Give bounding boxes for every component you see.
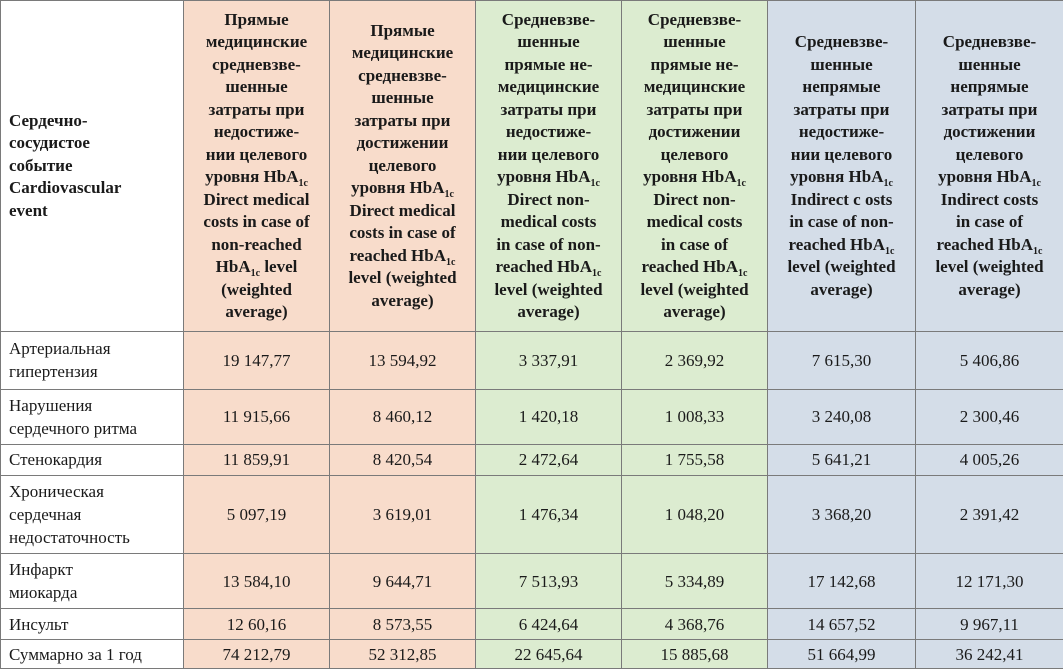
header-hba-subscript: 1c — [446, 256, 456, 268]
row-label-line: Инсульт — [9, 614, 69, 634]
header-hba-subscript: 1c — [590, 178, 600, 189]
header-line: Средневзве- — [794, 32, 889, 51]
header-hba-line — [626, 256, 763, 279]
header-line: Direct medical — [349, 200, 456, 220]
header-line: недостиже- — [213, 122, 300, 141]
row-label — [1, 475, 184, 553]
table-row — [1, 332, 1063, 390]
table-cell: 74 212,79 — [184, 640, 330, 669]
row-label — [1, 640, 184, 669]
header-hba-text: reached HbA — [641, 257, 739, 276]
header-line: шенные — [810, 54, 873, 74]
table-cell: 8 573,55 — [330, 609, 476, 640]
row-label — [1, 553, 184, 608]
table-cell: 1 048,20 — [622, 475, 768, 553]
table-cell: 36 242,41 — [916, 640, 1063, 669]
header-line: недостиже- — [798, 122, 885, 141]
header-line: average) — [663, 302, 726, 321]
header-line: Прямые — [370, 20, 435, 40]
table-cell: 5 641,21 — [768, 445, 916, 476]
header-hba-subscript: 1c — [1033, 245, 1043, 257]
column-header-direct-nonreached — [184, 1, 330, 332]
header-row — [1, 1, 1063, 332]
header-hba-line — [480, 256, 617, 279]
table-cell: 15 885,68 — [622, 640, 768, 669]
table-cell: 1 476,34 — [476, 475, 622, 553]
table-cell: 9 967,11 — [916, 609, 1063, 640]
row-label-line: миокарда — [9, 583, 78, 603]
row-label-line: недостаточность — [9, 527, 130, 547]
table-cell: 4 005,26 — [916, 445, 1063, 476]
header-line: average) — [371, 290, 434, 310]
table-cell: 11 859,91 — [184, 445, 330, 476]
header-hba-text: HbA — [215, 257, 251, 276]
row-label — [1, 389, 184, 444]
header-line: Средневзве- — [647, 9, 742, 29]
table-cell: 19 147,77 — [184, 332, 330, 390]
header-line: затраты при — [646, 99, 743, 119]
header-line: Сердечно- — [9, 110, 88, 130]
row-label — [1, 609, 184, 640]
header-hba-text: reached HbA — [788, 234, 886, 254]
header-hba-text: уровня HbA — [497, 167, 591, 186]
header-hba-text: уровня HbA — [790, 167, 884, 186]
header-hba-subscript: 1c — [444, 189, 454, 201]
table-cell: 17 142,68 — [768, 553, 916, 608]
header-hba-subscript: 1c — [592, 268, 602, 279]
table-row — [1, 609, 1063, 640]
row-label-line: Нарушения — [9, 395, 93, 415]
row-label-line: Стенокардия — [9, 450, 103, 470]
header-line: event — [9, 200, 48, 220]
table-cell: 11 915,66 — [184, 389, 330, 444]
header-line: level (weighted — [494, 279, 603, 299]
header-hba-text: уровня HbA — [205, 167, 299, 186]
header-line: in case of non- — [496, 234, 601, 254]
header-hba-subscript: 1c — [250, 268, 261, 279]
header-line: шенные — [663, 32, 726, 51]
header-line: Direct non- — [653, 189, 736, 209]
table-cell: 14 657,52 — [768, 609, 916, 640]
table-cell: 1 008,33 — [622, 389, 768, 444]
header-line: average) — [225, 302, 288, 321]
table-cell: 9 644,71 — [330, 553, 476, 608]
header-line: целевого — [660, 144, 729, 164]
header-hba-line — [920, 234, 1059, 257]
table-cell: 13 594,92 — [330, 332, 476, 390]
row-label-line: Хроническая — [9, 481, 104, 501]
row-label — [1, 332, 184, 390]
header-line: шенные — [517, 32, 580, 51]
header-line: costs in case of — [203, 212, 310, 231]
header-hba-line — [920, 166, 1059, 189]
table-cell: 7 513,93 — [476, 553, 622, 608]
header-line: non-reached — [211, 234, 302, 254]
header-line: in case of — [955, 212, 1024, 231]
header-hba-subscript: 1c — [885, 245, 895, 257]
header-hba-subscript: 1c — [738, 268, 748, 279]
header-line: медицинские — [497, 77, 600, 96]
column-header-nonmedical-reached — [622, 1, 768, 332]
header-hba-line — [480, 166, 617, 189]
table-cell: 13 584,10 — [184, 553, 330, 608]
header-line: Direct medical — [203, 189, 310, 209]
header-line: прямые не- — [650, 54, 739, 74]
table-cell: 3 240,08 — [768, 389, 916, 444]
header-hba-subscript: 1c — [298, 178, 308, 189]
header-line: Direct non- — [507, 189, 590, 209]
header-line: шенные — [371, 88, 434, 108]
table-cell: 22 645,64 — [476, 640, 622, 669]
table-cell: 2 391,42 — [916, 475, 1063, 553]
header-hba-line — [334, 177, 471, 200]
header-line: Cardiovascular — [9, 178, 122, 198]
header-line: затраты при — [500, 99, 597, 119]
header-line: нии целевого — [205, 144, 308, 164]
table-cell: 3 337,91 — [476, 332, 622, 390]
table-cell: 8 460,12 — [330, 389, 476, 444]
header-hba-text: уровня HbA — [643, 167, 737, 186]
header-line: Средневзве- — [501, 9, 596, 29]
table-cell: 12 171,30 — [916, 553, 1063, 608]
column-header-indirect-reached — [916, 1, 1063, 332]
table-row — [1, 640, 1063, 669]
header-line: level (weighted — [640, 279, 749, 299]
header-line: медицинские — [205, 32, 308, 51]
header-hba-text: reached HbA — [349, 245, 447, 265]
header-line: шенные — [958, 54, 1021, 74]
header-hba-subscript: 1c — [883, 178, 893, 189]
header-line: достижении — [943, 122, 1036, 141]
header-line: затраты при — [793, 99, 890, 119]
header-line: целевого — [368, 155, 437, 175]
row-label-line: гипертензия — [9, 362, 98, 382]
header-line: средневзве- — [212, 54, 301, 74]
header-line: медицинские — [643, 77, 746, 96]
table-cell: 2 369,92 — [622, 332, 768, 390]
header-line: Indirect costs — [940, 189, 1039, 209]
table-row — [1, 445, 1063, 476]
header-line: нии целевого — [497, 144, 600, 164]
table-cell: 3 368,20 — [768, 475, 916, 553]
header-hba-text: уровня HbA — [938, 167, 1032, 186]
row-label-line: Артериальная — [9, 339, 111, 359]
header-hba-line — [188, 256, 325, 279]
table-cell: 6 424,64 — [476, 609, 622, 640]
header-line: medical costs — [500, 212, 597, 231]
header-hba-line — [772, 234, 911, 257]
row-label-line: Суммарно за 1 год — [9, 644, 142, 664]
header-line: in case of non- — [789, 212, 894, 231]
header-line: медицинские — [351, 43, 454, 63]
header-line: сосудистое — [9, 133, 90, 153]
header-line: прямые не- — [504, 54, 593, 74]
header-line: medical costs — [646, 212, 743, 231]
header-line: недостиже- — [505, 122, 592, 141]
header-hba-after: level — [260, 257, 298, 276]
table-row — [1, 475, 1063, 553]
header-line: average) — [517, 302, 580, 321]
header-line: Прямые — [224, 9, 289, 29]
header-line: затраты при — [941, 99, 1038, 119]
header-hba-text: уровня HbA — [351, 178, 445, 198]
header-line: average) — [810, 279, 873, 299]
event-column-header — [1, 1, 184, 332]
column-header-direct-reached — [330, 1, 476, 332]
header-line: средневзве- — [358, 65, 447, 85]
table-cell: 3 619,01 — [330, 475, 476, 553]
table-cell: 1 420,18 — [476, 389, 622, 444]
header-line: costs in case of — [349, 223, 456, 243]
header-line: Indirect c osts — [790, 189, 893, 209]
table-cell: 12 60,16 — [184, 609, 330, 640]
header-line: событие — [9, 155, 73, 175]
table-cell: 2 472,64 — [476, 445, 622, 476]
table-cell: 8 420,54 — [330, 445, 476, 476]
header-line: шенные — [225, 77, 288, 96]
header-line: непрямые — [950, 77, 1029, 96]
table-cell: 52 312,85 — [330, 640, 476, 669]
header-line: затраты при — [354, 110, 451, 130]
table-cell: 51 664,99 — [768, 640, 916, 669]
table-row — [1, 553, 1063, 608]
header-line: целевого — [955, 144, 1024, 164]
header-line: level (weighted — [935, 257, 1044, 276]
header-hba-subscript: 1c — [1031, 178, 1041, 189]
header-hba-subscript: 1c — [736, 178, 746, 189]
table-cell: 5 097,19 — [184, 475, 330, 553]
row-label-line: сердечная — [9, 504, 82, 524]
header-line: достижении — [356, 133, 449, 153]
row-label — [1, 445, 184, 476]
header-line: average) — [958, 279, 1021, 299]
header-line: in case of — [660, 234, 729, 254]
header-line: достижении — [648, 122, 741, 141]
column-header-indirect-nonreached — [768, 1, 916, 332]
table-cell: 7 615,30 — [768, 332, 916, 390]
table-row — [1, 389, 1063, 444]
header-hba-text: reached HbA — [495, 257, 593, 276]
header-line: level (weighted — [348, 268, 457, 288]
column-header-nonmedical-nonreached — [476, 1, 622, 332]
header-line: затраты при — [208, 99, 305, 119]
header-line: непрямые — [802, 77, 881, 96]
table-cell: 5 406,86 — [916, 332, 1063, 390]
header-line: Средневзве- — [942, 32, 1037, 51]
header-hba-line — [772, 166, 911, 189]
header-hba-text: reached HbA — [936, 234, 1034, 254]
row-label-line: сердечного ритма — [9, 418, 138, 438]
table-cell: 1 755,58 — [622, 445, 768, 476]
table-cell: 5 334,89 — [622, 553, 768, 608]
header-line: (weighted — [221, 279, 292, 299]
table-body — [1, 332, 1063, 669]
header-line: нии целевого — [790, 144, 893, 164]
table-cell: 4 368,76 — [622, 609, 768, 640]
row-label-line: Инфаркт — [9, 560, 73, 580]
header-line: level (weighted — [787, 257, 896, 276]
table-cell: 2 300,46 — [916, 389, 1063, 444]
header-hba-line — [626, 166, 763, 189]
header-hba-line — [334, 245, 471, 268]
header-hba-line — [188, 166, 325, 189]
